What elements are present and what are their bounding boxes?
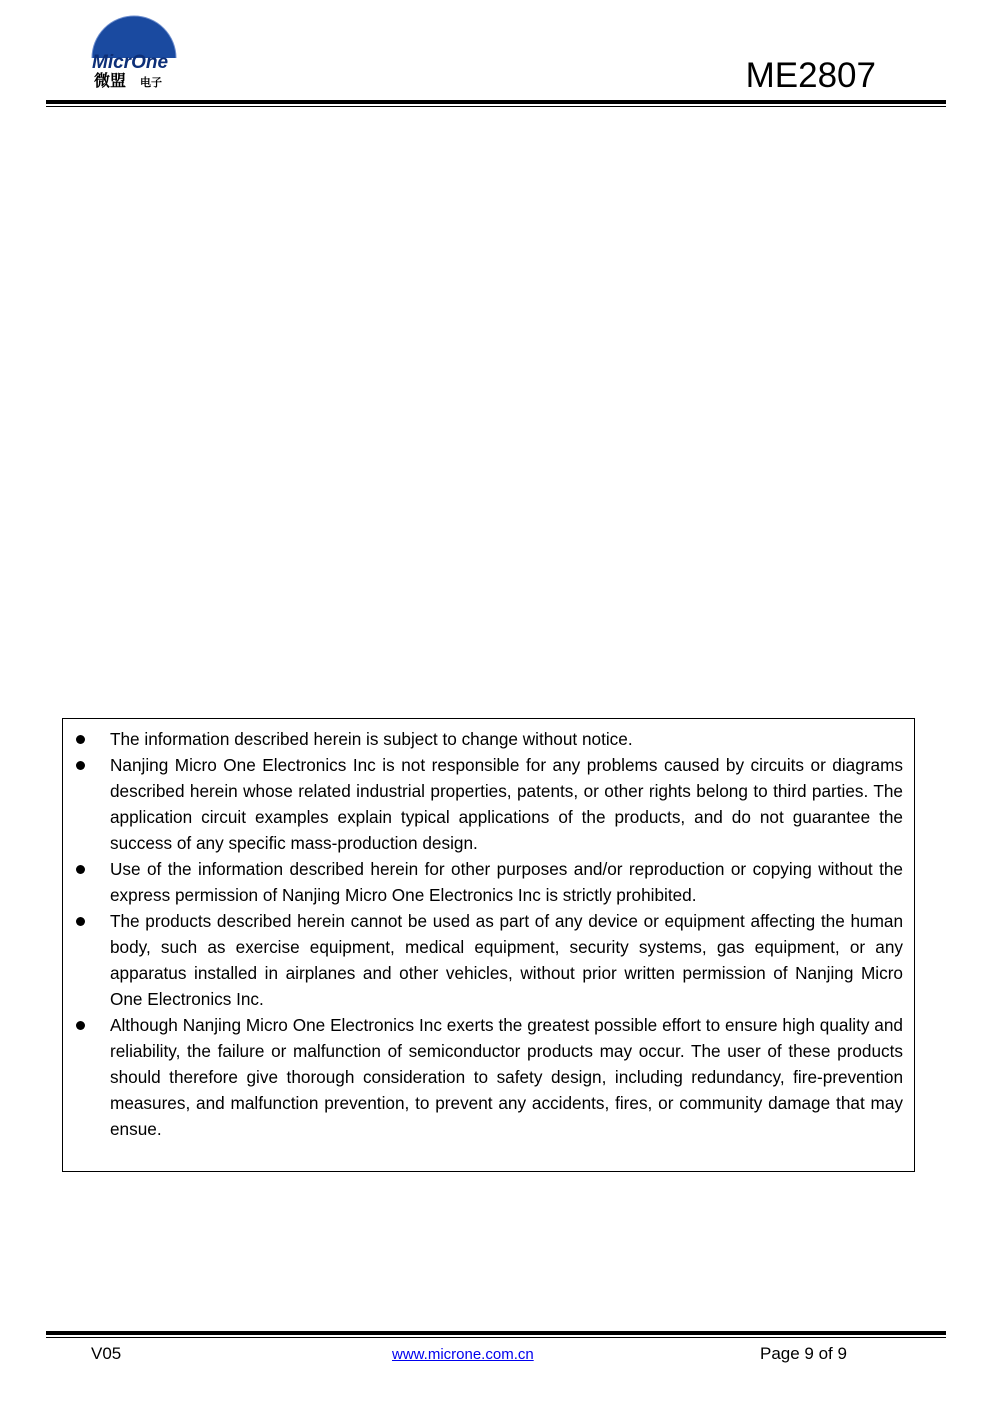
- disclaimer-item: [63, 856, 914, 908]
- bullet-icon: [76, 917, 85, 926]
- bullet-icon: [76, 761, 85, 770]
- disclaimer-item: [63, 908, 914, 1012]
- disclaimer-list: [63, 726, 914, 1142]
- bullet-icon: [76, 865, 85, 874]
- disclaimer-text: Use of the information described herein for other purposes and/or reproduction or copying without the express permission of Nanjing Micro One Electronics Inc is strictly prohibited.: [110, 859, 903, 905]
- disclaimer-text: The products described herein cannot be used as part of any device or equipment affecting the human body, such as exercise equipment, medical equipment, security systems, gas equipment, or any apparatus installed in airplanes and other vehicles, without prior written permission of Nanjing Micro One Electronics Inc.: [110, 911, 903, 1009]
- footer-rule-thin: [46, 1337, 946, 1338]
- company-logo: [88, 12, 180, 92]
- disclaimer-item: [63, 726, 914, 752]
- document-version: V05: [91, 1344, 122, 1363]
- logo-latin-text: MicrOne: [92, 52, 169, 73]
- header-rule-thin: [46, 106, 946, 107]
- disclaimer-text: Nanjing Micro One Electronics Inc is not responsible for any problems caused by circuits or diagrams described herein whose related industrial properties, patents, or other rights belong to third parties. The application circuit examples explain typical applications of the products, and do not guarantee the success of any specific mass-production design.: [110, 755, 903, 853]
- disclaimer-item: [63, 1012, 914, 1142]
- logo-chinese-suffix: 电子: [140, 76, 162, 89]
- disclaimer-item: [63, 752, 914, 856]
- part-number: ME2807: [745, 56, 876, 95]
- disclaimer-text: Although Nanjing Micro One Electronics Inc exerts the greatest possible effort to ensure high quality and reliability, the failure or malfunction of semiconductor products may occur. The user of these products should therefore give thorough consideration to safety design, including redundancy, fire-prevention measures, and malfunction prevention, to prevent any accidents, fires, or community damage that may ensue.: [110, 1015, 903, 1139]
- disclaimer-text: The information described herein is subject to change without notice.: [110, 729, 633, 749]
- bullet-icon: [76, 1021, 85, 1030]
- bullet-icon: [76, 735, 85, 744]
- footer-rule-thick: [46, 1331, 946, 1335]
- website-link[interactable]: www.microne.com.cn: [392, 1346, 534, 1363]
- page-number: Page 9 of 9: [760, 1344, 847, 1363]
- disclaimer-box: [62, 718, 915, 1172]
- logo-chinese-text: 微盟: [94, 71, 127, 90]
- header-rule-thick: [46, 100, 946, 104]
